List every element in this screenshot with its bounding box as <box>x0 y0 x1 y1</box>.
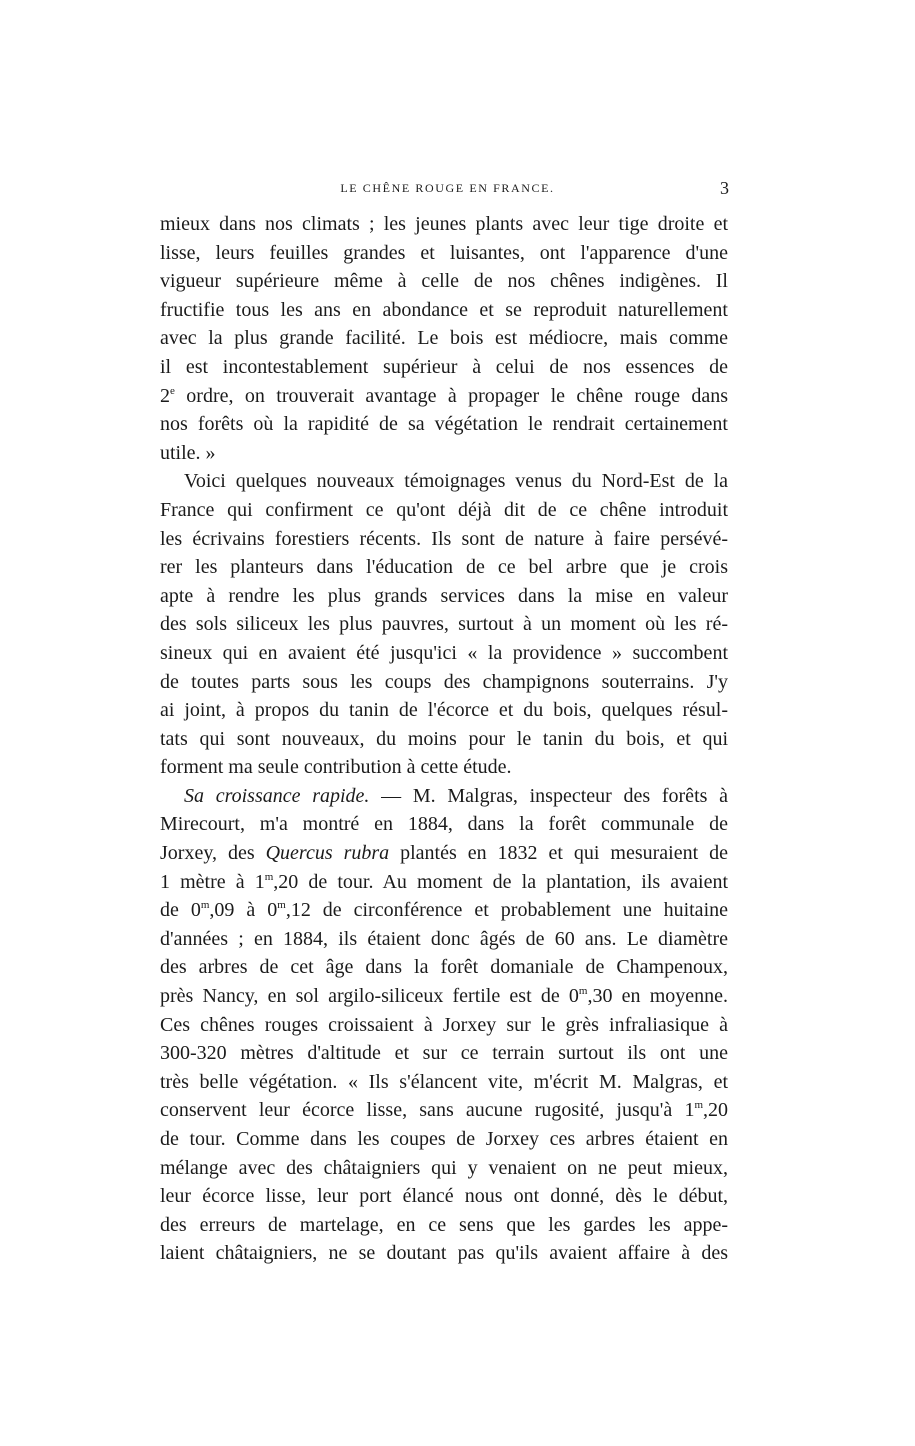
page-number: 3 <box>720 178 729 198</box>
species-name: Quercus rubra <box>265 842 390 865</box>
text-line: Mirecourt, m'a montré en 1884, dans la forêt communale de <box>160 813 728 836</box>
text-line: des arbres de cet âge dans la forêt domaniale de Champenoux, <box>160 956 728 979</box>
text-line: nos forêts où la rapidité de sa végétation le rendrait certainement <box>160 413 728 436</box>
text-line <box>160 868 728 897</box>
unit-superscript: m <box>200 899 210 912</box>
running-title: LE CHÊNE ROUGE EN FRANCE. <box>340 181 555 195</box>
line-text: 1 <box>672 1099 695 1122</box>
running-head <box>160 176 735 200</box>
text-line: les écrivains forestiers récents. Ils sont de nature à faire persévé- <box>160 527 728 550</box>
text-line: laient châtaigniers, ne se doutant pas qu'ils avaient affaire à des <box>160 1242 728 1265</box>
line-text: plantés en 1832 et qui mesuraient de <box>389 842 728 865</box>
text-line: apte à rendre les plus grands services dans la mise en valeur <box>160 584 728 607</box>
text-line: très belle végétation. « Ils s'élancent vite, m'écrit M. Malgras, et <box>160 1070 728 1093</box>
line-text: ,12 <box>285 899 311 922</box>
text-line: des erreurs de martelage, en ce sens que les gardes les appe- <box>160 1213 728 1236</box>
line-text: — M. Malgras, inspecteur des forêts à <box>369 784 728 807</box>
text-line: ai joint, à propos du tanin de l'écorce et du bois, quelques résul- <box>160 699 728 722</box>
line-text: de tour. Au moment de la plantation, ils avaient <box>298 870 729 893</box>
text-line: mélange avec des châtaigniers qui y venaient on ne peut mieux, <box>160 1156 728 1179</box>
text-line <box>160 982 728 1011</box>
text-line: rer les planteurs dans l'éducation de ce bel arbre que je crois <box>160 556 728 579</box>
line-text: de circonférence et probablement une huitaine <box>310 899 728 922</box>
unit-superscript: m <box>578 985 588 998</box>
line-text: Jorxey, des <box>160 842 266 865</box>
text-line: utile. » <box>160 441 216 464</box>
text-line <box>160 782 728 811</box>
text-line: de toutes parts sous les coups des champignons souterrains. J'y <box>160 670 728 693</box>
text-line: Voici quelques nouveaux témoignages venus du Nord-Est de la <box>184 470 728 493</box>
text-line <box>160 839 728 868</box>
text-line: d'années ; en 1884, ils étaient donc âgés de 60 ans. Le diamètre <box>160 927 728 950</box>
line-text: près Nancy, en sol argilo-siliceux fertile est de <box>160 985 560 1008</box>
text-line: de tour. Comme dans les coupes de Jorxey ces arbres étaient en <box>160 1128 728 1150</box>
text-line: 300-320 mètres d'altitude et sur ce terrain surtout ils ont une <box>160 1042 728 1065</box>
text-line: lisse, leurs feuilles grandes et luisantes, ont l'apparence d'une <box>160 241 728 264</box>
line-text: de 0 <box>160 899 201 922</box>
text-line: vigueur supérieure même à celle de nos chênes indigènes. Il <box>160 270 728 293</box>
text-line: fructifie tous les ans en abondance et se reproduit naturellement <box>160 298 728 321</box>
text-line <box>160 896 728 925</box>
line-text: ,20 <box>273 870 299 893</box>
text-line: sineux qui en avaient été jusqu'ici « la providence » succombent <box>160 641 728 664</box>
line-text: ,30 en moyenne. <box>587 985 729 1008</box>
text-line: forment ma seule contribution à cette étude. <box>160 756 512 779</box>
line-text: ,20 <box>703 1099 729 1122</box>
text-line: il est incontestablement supérieur à celui de nos essences de <box>160 355 728 378</box>
text-line: France qui confirment ce qu'ont déjà dit de ce chêne introduit <box>160 498 728 521</box>
unit-superscript: m <box>264 870 274 883</box>
text-line: avec la plus grande facilité. Le bois est médiocre, mais comme <box>160 327 728 350</box>
text-line: mieux dans nos climats ; les jeunes plants avec leur tige droite et <box>160 213 728 235</box>
ordinal-superscript: e <box>170 384 175 397</box>
line-text: conservent leur écorce lisse, sans aucune rugosité, jusqu'à <box>160 1099 673 1122</box>
line-text: 0 <box>559 985 579 1008</box>
text-line: des sols siliceux les plus pauvres, surtout à un moment où les ré- <box>160 613 728 636</box>
section-run-in-heading: Sa croissance rapide. <box>184 784 370 807</box>
unit-superscript: m <box>694 1099 704 1112</box>
text-line <box>160 1096 728 1125</box>
line-text: ,09 à 0 <box>209 899 278 922</box>
text-line: tats qui sont nouveaux, du moins pour le tanin du bois, et qui <box>160 727 728 750</box>
body-text <box>160 210 728 1268</box>
text-line: leur écorce lisse, leur port élancé nous ont donné, dès le début, <box>160 1185 728 1208</box>
unit-superscript: m <box>277 899 286 912</box>
ordinal-number: 2 <box>160 384 170 407</box>
line-text: ordre, on trouverait avantage à propager le chêne rouge dans <box>186 384 729 407</box>
text-line <box>160 382 728 411</box>
text-line: Ces chênes rouges croissaient à Jorxey sur le grès infraliasique à <box>160 1013 728 1036</box>
line-text: 1 mètre à 1 <box>160 870 265 893</box>
